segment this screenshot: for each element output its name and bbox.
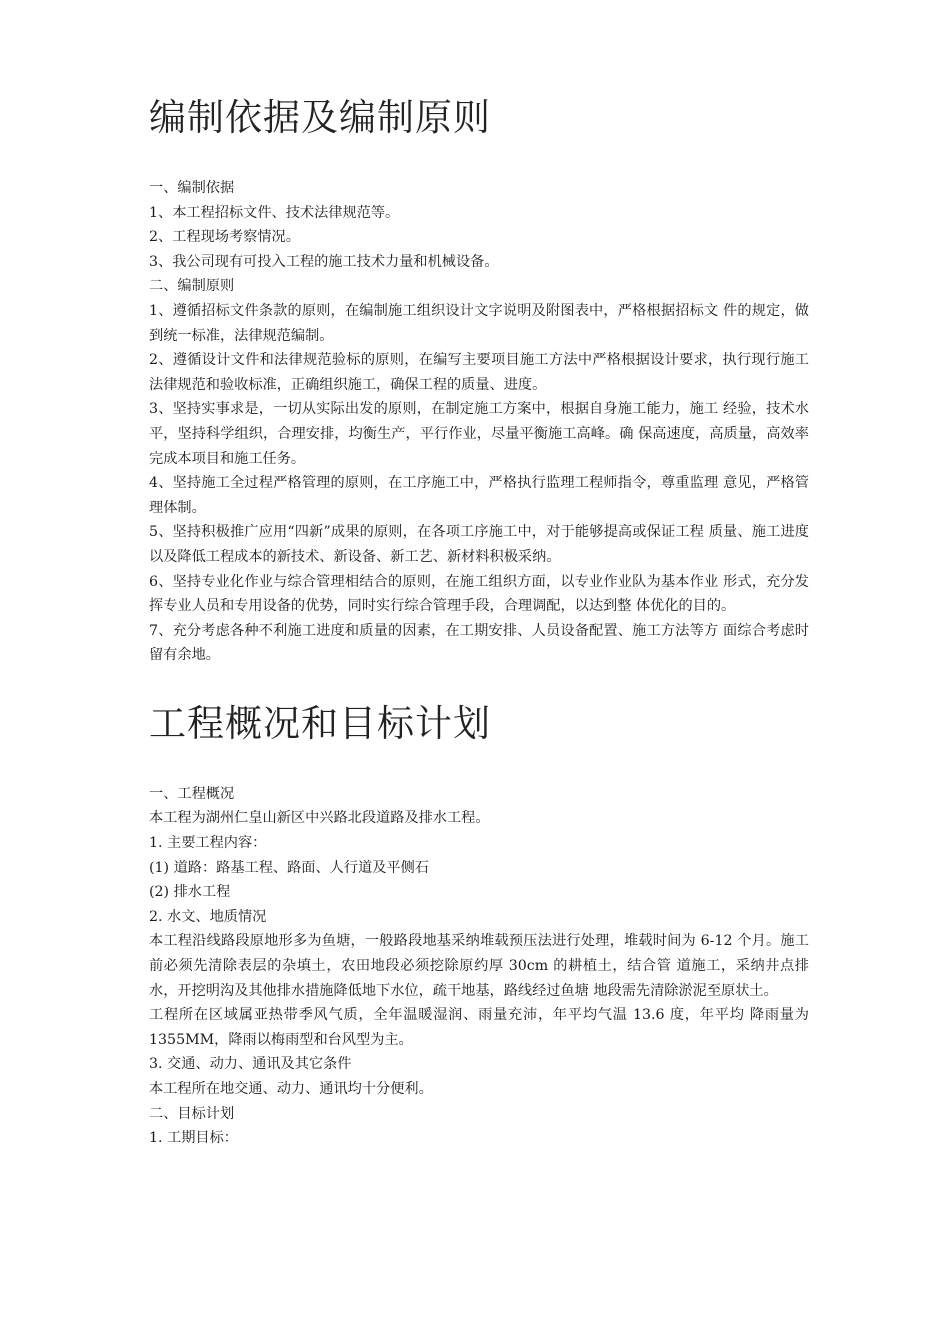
- heading-basis: 一、编制依据: [149, 180, 235, 196]
- paragraph: 7、充分考虑各种不利施工进度和质量的因素，在工期安排、人员设备配置、施工方法等方 面综合考虑时留有余地。: [149, 622, 809, 664]
- list-item: 1. 工期目标：: [149, 1130, 238, 1147]
- paragraph: 3、坚持实事求是，一切从实际出发的原则，在制定施工方案中，根据自身施工能力，施工 经验，技术水平，坚持科学组织，合理安排，均衡生产，平行作业，尽量平衡施工高峰。确 保高速度，高质量，高效率完成本项目和施工任务。: [149, 401, 809, 467]
- paragraph: 1、本工程招标文件、技术法律规范等。: [149, 204, 400, 221]
- list-item: (2) 排水工程: [149, 884, 231, 901]
- paragraph: 本工程沿线路段原地形多为鱼塘，一般路段地基采纳堆载预压法进行处理，堆载时间为 6-12 个月。施工前必须先清除表层的杂填土，农田地段必须挖除原约厚 30cm 的耕植土，结合管 道施工，采纳井点排水，开挖明沟及其他排水措施降低地下水位，疏干地基，路线经过鱼塘 地段需先清除淤泥至原状土。: [149, 933, 809, 999]
- document-content: [149, 92, 809, 1151]
- list-item: 3. 交通、动力、通讯及其它条件: [149, 1056, 352, 1073]
- heading-goals: 二、目标计划: [149, 1105, 235, 1122]
- heading-overview: 一、工程概况: [149, 785, 235, 802]
- paragraph: 本工程为湖州仁皇山新区中兴路北段道路及排水工程。: [149, 810, 490, 827]
- paragraph: 1、遵循招标文件条款的原则，在编制施工组织设计文字说明及附图表中，严格根据招标文 件的规定，做到统一标准，法律规范编制。: [149, 302, 809, 344]
- paragraph: 6、坚持专业化作业与综合管理相结合的原则，在施工组织方面，以专业作业队为基本作业 形式，充分发挥专业人员和专用设备的优势，同时实行综合管理手段，合理调配，以达到整 体优化的目的。: [149, 573, 809, 615]
- list-item: (1) 道路：路基工程、路面、人行道及平侧石: [149, 859, 429, 876]
- section-body-basis-principles: [149, 176, 809, 668]
- section-body-overview-goals: [149, 782, 809, 1151]
- section-title-overview-goals: 工程概况和目标计划: [149, 701, 491, 745]
- list-item: 2. 水文、地质情况: [149, 908, 267, 925]
- paragraph: 本工程所在地交通、动力、通讯均十分便利。: [149, 1081, 433, 1097]
- paragraph: 2、遵循设计文件和法律规范验标的原则，在编写主要项目施工方法中严格根据设计要求，执行现行施工法律规范和验收标准，正确组织施工，确保工程的质量、进度。: [149, 352, 809, 393]
- paragraph: 5、坚持积极推广应用“四新”成果的原则，在各项工序施工中，对于能够提高或保证工程 质量、施工进度以及降低工程成本的新技术、新设备、新工艺、新材料积极采纳。: [149, 524, 809, 565]
- heading-principles: 二、编制原则: [149, 278, 235, 295]
- list-item: 1. 主要工程内容：: [149, 835, 267, 852]
- paragraph: 工程所在区域属亚热带季风气质，全年温暖湿润、雨量充沛，年平均气温 13.6 度，年平均 降雨量为 1355MM，降雨以梅雨型和台风型为主。: [149, 1007, 809, 1048]
- paragraph: 2、工程现场考察情况。: [149, 229, 300, 246]
- paragraph: 3、我公司现有可投入工程的施工技术力量和机械设备。: [149, 253, 499, 270]
- paragraph: 4、坚持施工全过程严格管理的原则，在工序施工中，严格执行监理工程师指令，尊重监理 意见，严格管理体制。: [149, 475, 809, 516]
- section-title-basis-principles: 编制依据及编制原则: [149, 96, 491, 139]
